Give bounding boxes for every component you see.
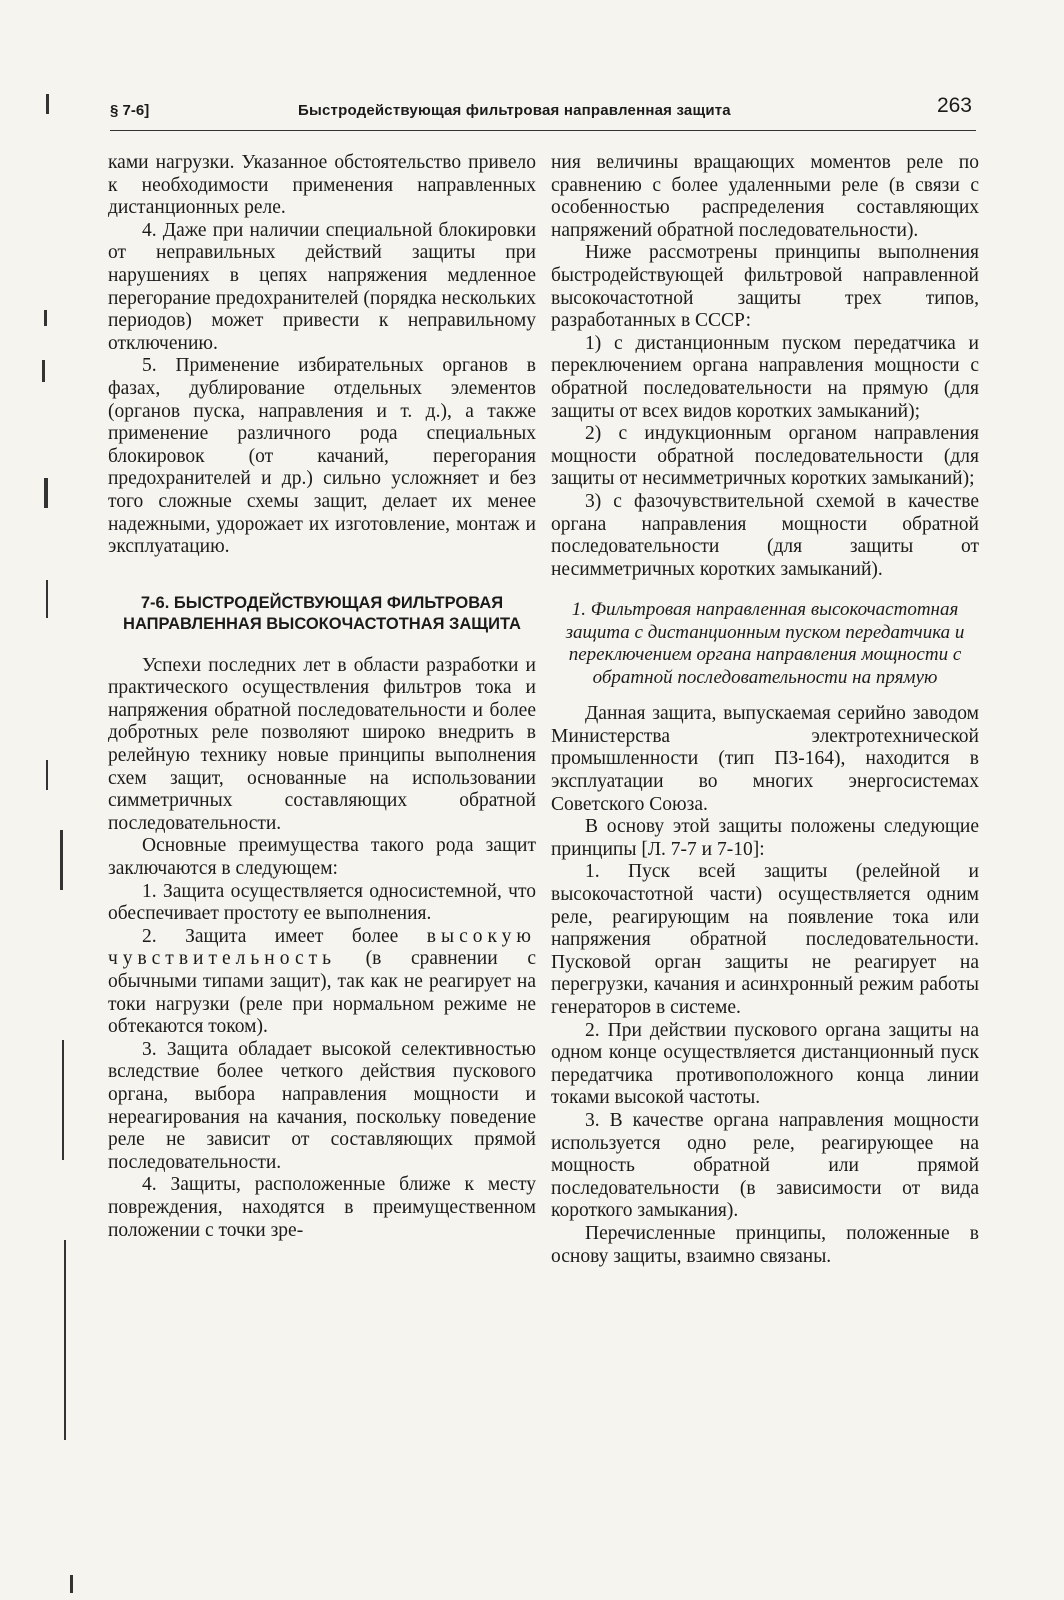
paragraph: Успехи последних лет в области разработки и практического осуществления фильтров тока и напряжения обратной последовательности и более добротных реле позволяют широко внедрить в релейную технику новые принципы выполнения схем защит, основанные на использовании симметричных составляющих обратной последовательности. [108, 654, 536, 834]
running-header [110, 96, 976, 131]
paragraph: 2) с индукционным органом направления мощности обратной последовательности (для защиты от несимметричных коротких замыканий); [551, 423, 979, 490]
paragraph: 4. Даже при наличии специальной блокировки от неправильных действий защиты при нарушениях в цепях напряжения медленное перегорание предохранителей (порядка нескольких периодов) может привести к неправильному отключению. [108, 219, 536, 354]
text-run: 2. Защита имеет более [142, 925, 427, 947]
paragraph: 4. Защиты, расположенные ближе к месту повреждения, находятся в преимущественном положении с точки зре- [108, 1174, 536, 1241]
left-column [108, 152, 536, 1242]
paragraph: 3. Защита обладает высокой селективностью вследствие более четкого действия пускового органа, выбора направления мощности и нереагирования на качания, поскольку поведение реле не зависит от составляющих прямой последовательности. [108, 1038, 536, 1173]
paragraph: Ниже рассмотрены принципы выполнения быстродействующей фильтровой направленной высокочастотной защиты трех типов, разработанных в СССР: [551, 242, 979, 332]
scan-margin-marks [0, 0, 80, 1600]
paragraph: Основные преимущества такого рода защит заключаются в следующем: [108, 835, 536, 880]
right-column [551, 152, 979, 1268]
emphasized-text: высокую чувствительность [108, 925, 536, 970]
text-run: (в сравнении с обычными типами защит), так как не реагирует на токи нагрузки (реле при нормальном режиме не обтекаются током). [108, 948, 536, 1038]
section-heading: 7-6. БЫСТРОДЕЙСТВУЮЩАЯ ФИЛЬТРОВАЯ НАПРАВЛЕННАЯ ВЫСОКОЧАСТОТНАЯ ЗАЩИТА [123, 593, 521, 633]
paragraph [108, 926, 536, 1039]
paragraph: Перечисленные принципы, положенные в основу защиты, взаимно связаны. [551, 1222, 979, 1267]
paragraph: 3) с фазочувствительной схемой в качестве органа направления мощности обратной последовательности (для защиты от несимметричных коротких замыканий). [551, 490, 979, 580]
paragraph: Данная защита, выпускаемая серийно заводом Министерства электротехнической промышленности (тип ПЗ-164), находится в эксплуатации во многих энергосистемах Советского Союза. [551, 703, 979, 815]
paragraph: В основу этой защиты положены следующие принципы [Л. 7-7 и 7-10]: [551, 816, 979, 860]
header-section: § 7-6] [110, 102, 150, 119]
subsection-heading: 1. Фильтровая направленная высокочастотная защита с дистанционным пуском передатчика и переключением органа направления мощности с обратной последовательности на прямую [565, 599, 965, 688]
paragraph: ками нагрузки. Указанное обстоятельство привело к необходимости применения направленных дистанционных реле. [108, 152, 536, 219]
paragraph: 2. При действии пускового органа защиты на одном конце осуществляется дистанционный пуск передатчика противоположного конца линии токами высокой частоты. [551, 1019, 979, 1109]
header-title: Быстродействующая фильтровая направленная защита [298, 102, 731, 119]
paragraph: 1. Пуск всей защиты (релейной и высокочастотной части) осуществляется одним реле, реагирующим на появление тока или напряжения обратной последовательности. Пусковой орган защиты не реагирует на перегрузки, качания и асинхронный режим работы генераторов в системе. [551, 861, 979, 1018]
paragraph: 1) с дистанционным пуском передатчика и переключением органа направления мощности с обратной последовательности на прямую (для защиты от всех видов коротких замыканий); [551, 332, 979, 422]
page-number: 263 [936, 94, 972, 117]
paragraph: 3. В качестве органа направления мощности используется одно реле, реагирующее на мощность обратной или прямой последовательности (в зависимости от вида короткого замыкания). [551, 1109, 979, 1222]
paragraph: 1. Защита осуществляется односистемной, что обеспечивает простоту ее выполнения. [108, 880, 536, 925]
paragraph: ния величины вращающих моментов реле по сравнению с более удаленными реле (в связи с особенностью распределения составляющих напряжений обратной последовательности). [551, 152, 979, 241]
paragraph: 5. Применение избирательных органов в фазах, дублирование отдельных элементов (органов пуска, направления и т. д.), а также применение различного рода специальных блокировок (от качаний, перегорания предохранителей и др.) сильно усложняет и без того сложные схемы защит, делает их менее надежными, удорожает их изготовление, монтаж и эксплуатацию. [108, 355, 536, 558]
